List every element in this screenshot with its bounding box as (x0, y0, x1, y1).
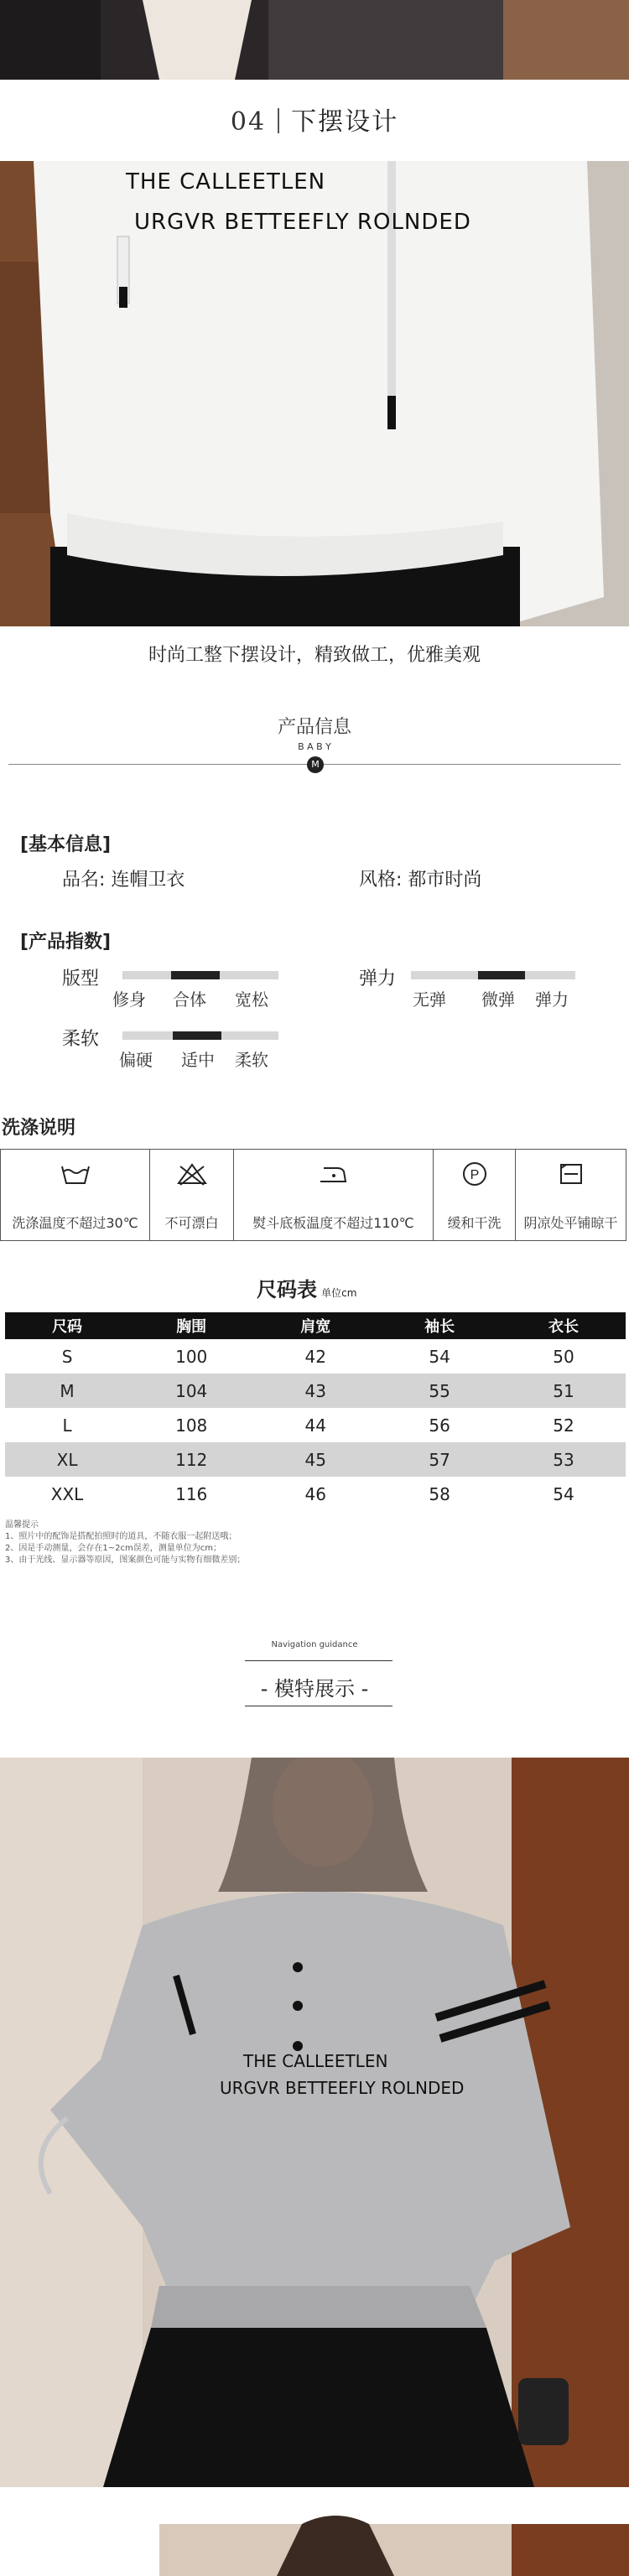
elastic-seg-1 (411, 971, 478, 979)
cell: 45 (253, 1442, 377, 1477)
cell: 112 (129, 1442, 253, 1477)
shade-dry-icon (554, 1161, 588, 1187)
product-info-title: 产品信息 (277, 717, 351, 738)
cell: 54 (553, 1483, 574, 1504)
cell: 46 (304, 1483, 326, 1504)
elastic-label: 弹力 (359, 969, 397, 989)
wash-tub-icon (59, 1161, 92, 1187)
cell: 56 (429, 1415, 450, 1436)
note-line: 3、由于光线、显示器等原因，图案颜色可能与实物有细微差别； (5, 1555, 246, 1565)
softness-seg-1 (122, 1031, 173, 1040)
care-text-dryclean: 缓和干洗 (447, 1215, 502, 1231)
fit-seg-3 (220, 971, 278, 979)
iron-icon (317, 1161, 351, 1187)
softness-option-1: 偏硬 (119, 1050, 153, 1070)
fit-option-1: 修身 (112, 989, 146, 1010)
product-name: 品名: 连帽卫衣 (62, 870, 185, 891)
cell: 116 (175, 1483, 208, 1504)
note-title: 温馨提示 (5, 1520, 39, 1530)
fit-label: 版型 (62, 969, 100, 989)
table-row (5, 1408, 626, 1442)
fit-seg-2 (171, 971, 220, 979)
model-print-line-2: URGVR BETTEEFLY ROLNDED (220, 2078, 465, 2098)
badge-m: M (307, 756, 324, 773)
nav-title: - 模特展示 - (260, 1677, 369, 1701)
index-header: [产品指数] (20, 932, 112, 953)
product-style: 风格: 都市时尚 (359, 870, 482, 891)
hoodie-print-line-1: THE CALLEETLEN (126, 169, 326, 195)
care-cell-bleach (150, 1150, 234, 1240)
fit-scale (122, 971, 278, 979)
section-caption: 时尚工整下摆设计，精致做工，优雅美观 (148, 645, 481, 666)
elastic-seg-2 (478, 971, 525, 979)
col-chest: 胸围 (129, 1312, 253, 1339)
size-header-row (5, 1312, 626, 1339)
softness-option-2: 适中 (181, 1050, 215, 1070)
cell: XXL (50, 1483, 84, 1504)
table-row (5, 1442, 626, 1477)
top-photo-strip (0, 0, 629, 80)
hoodie-print-line-2: URGVR BETTEEFLY ROLNDED (134, 210, 471, 235)
cell: 100 (175, 1346, 208, 1367)
care-cell-wash (1, 1150, 150, 1240)
cell: M (5, 1374, 129, 1408)
care-text-dry: 阴凉处平铺晾干 (523, 1215, 618, 1231)
softness-seg-2 (173, 1031, 221, 1040)
care-cell-dryclean (434, 1150, 516, 1240)
size-table-header (257, 1273, 356, 1302)
cell: 108 (175, 1415, 208, 1436)
care-text-iron: 熨斗底板温度不超过110℃ (252, 1215, 414, 1231)
elastic-seg-3 (525, 971, 575, 979)
table-row (5, 1477, 626, 1511)
cell: 58 (429, 1483, 450, 1504)
col-length: 衣长 (502, 1312, 626, 1339)
hem-photo (0, 161, 629, 626)
fit-seg-1 (122, 971, 171, 979)
cell: 44 (304, 1415, 326, 1436)
cell: 53 (502, 1442, 626, 1477)
col-size: 尺码 (5, 1312, 129, 1339)
cell: 104 (129, 1374, 253, 1408)
cell: 50 (553, 1346, 574, 1367)
elastic-option-3: 弹力 (535, 989, 569, 1010)
fit-option-3: 宽松 (235, 989, 268, 1010)
product-info-subtitle: B A B Y (298, 741, 331, 752)
no-bleach-icon (175, 1161, 209, 1187)
size-notes (5, 1519, 245, 1566)
cell: 54 (429, 1346, 450, 1367)
section-title-text: 下摆设计 (291, 107, 399, 137)
care-table (0, 1149, 626, 1241)
elastic-scale (411, 971, 575, 979)
next-photo-strip (0, 2516, 629, 2576)
model-photo-art (0, 1758, 629, 2487)
care-cell-dry (516, 1150, 626, 1240)
care-text-bleach: 不可漂白 (164, 1215, 219, 1231)
section-number: 04 (230, 107, 267, 137)
cell: 52 (553, 1415, 574, 1436)
title-divider (278, 108, 279, 133)
cell: 42 (304, 1346, 326, 1367)
model-print-line-1: THE CALLEETLEN (243, 2051, 388, 2071)
svg-text:P: P (470, 1168, 479, 1182)
care-text-wash: 洗涤温度不超过30℃ (12, 1215, 138, 1231)
care-title: 洗涤说明 (2, 1118, 76, 1139)
table-row (5, 1339, 626, 1374)
care-cell-iron (234, 1150, 434, 1240)
size-table-unit: 单位cm (321, 1287, 357, 1299)
cell: S (61, 1346, 73, 1367)
size-table (5, 1312, 626, 1511)
dry-clean-p-icon (458, 1161, 491, 1187)
cell: 57 (377, 1442, 502, 1477)
elastic-option-1: 无弹 (413, 989, 446, 1010)
note-line: 1、照片中的配饰是搭配拍照时的道具，不随衣服一起附送哦； (5, 1532, 237, 1541)
fit-option-2: 合体 (173, 989, 206, 1010)
note-line: 2、因是手动测量，会存在1~2cm误差，测量单位为cm； (5, 1544, 221, 1553)
top-photo (0, 0, 629, 80)
nav-small-text: Navigation guidance (271, 1640, 358, 1649)
cell: 55 (377, 1374, 502, 1408)
cell: L (62, 1415, 72, 1436)
size-table-title: 尺码表 (257, 1278, 317, 1301)
col-shoulder: 肩宽 (253, 1312, 377, 1339)
col-sleeve: 袖长 (377, 1312, 502, 1339)
cell: 43 (253, 1374, 377, 1408)
section-title (0, 101, 629, 138)
cell: 51 (502, 1374, 626, 1408)
table-row (5, 1374, 626, 1408)
elastic-option-2: 微弹 (481, 989, 515, 1010)
softness-scale (122, 1031, 278, 1040)
softness-label: 柔软 (62, 1029, 100, 1050)
softness-seg-3 (221, 1031, 278, 1040)
next-photo (0, 2516, 629, 2576)
basic-info-header: [基本信息] (20, 834, 112, 855)
cell: XL (5, 1442, 129, 1477)
model-photo (0, 1758, 629, 2487)
softness-option-3: 柔软 (235, 1050, 268, 1070)
nav-line-top (245, 1660, 392, 1661)
